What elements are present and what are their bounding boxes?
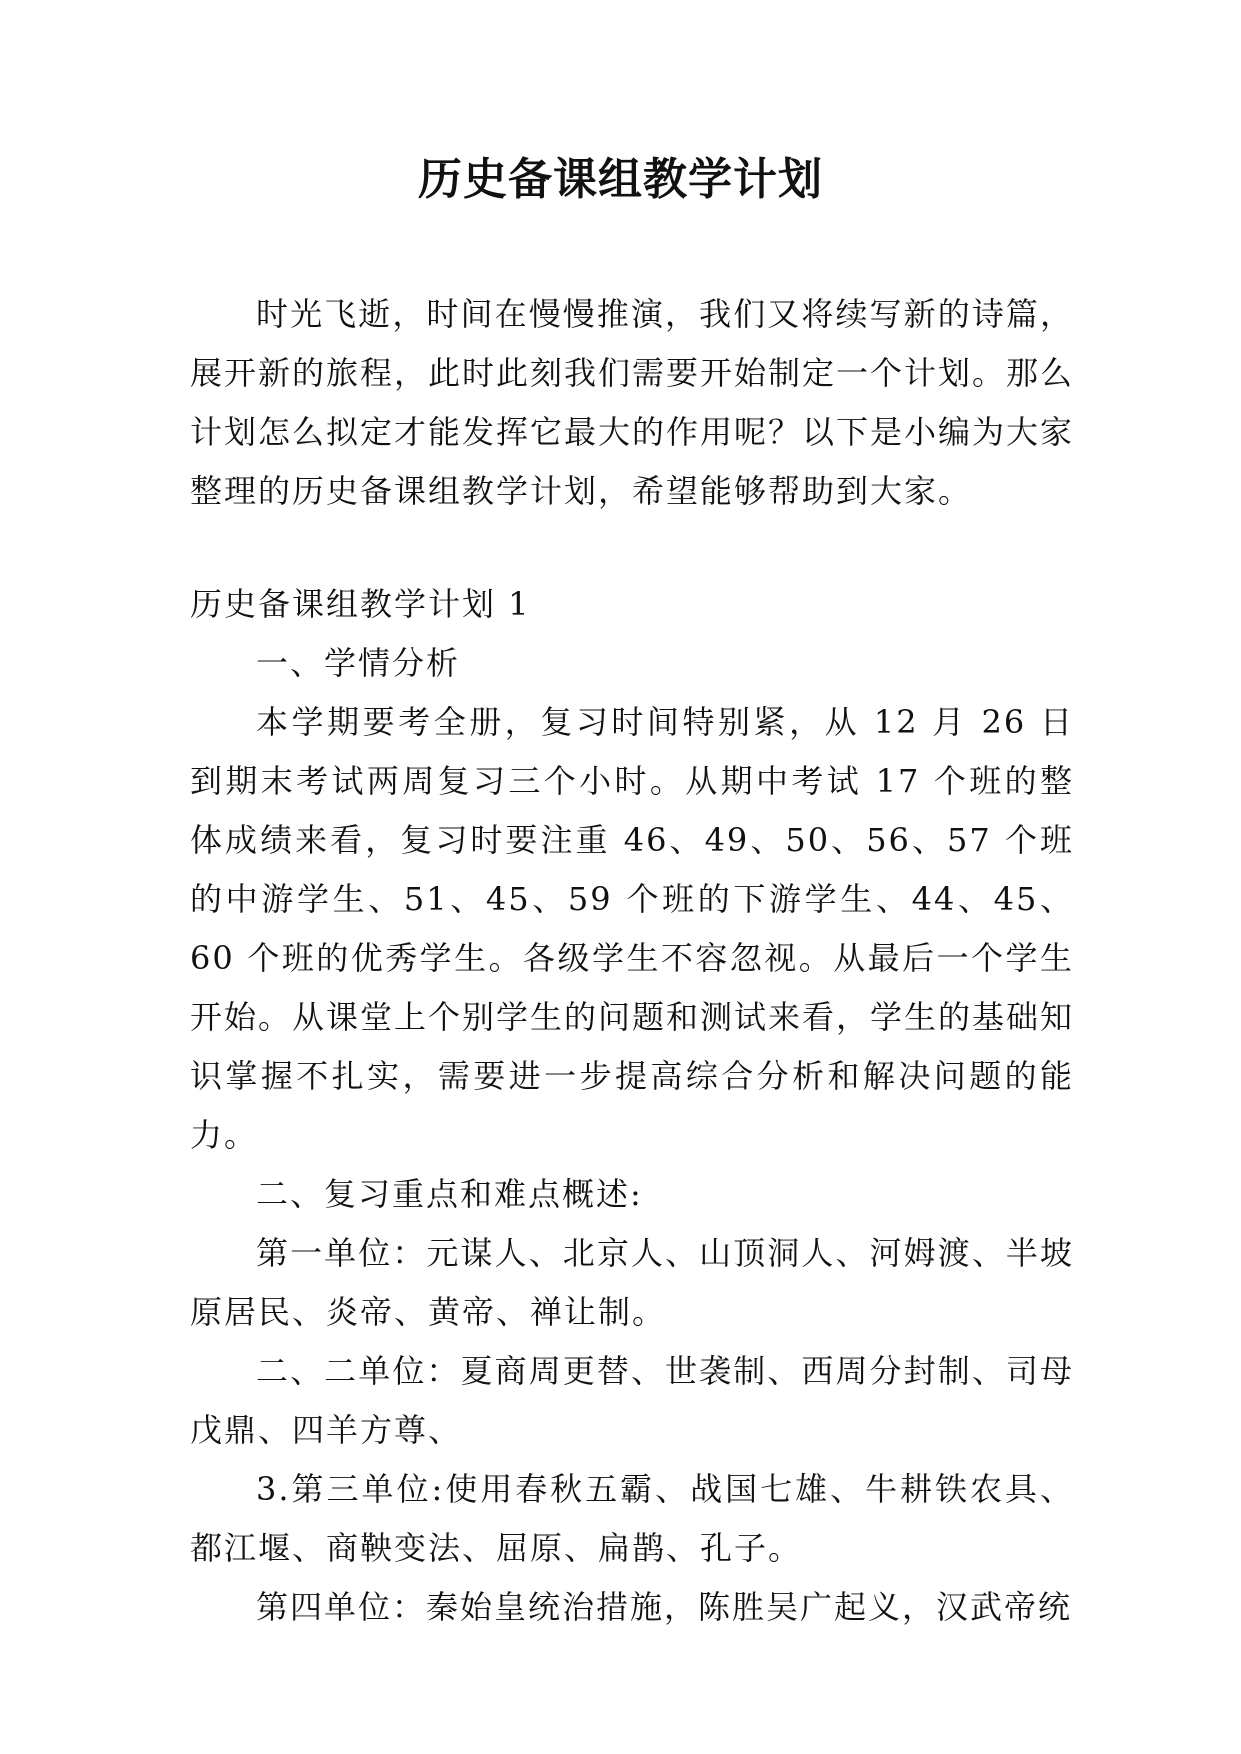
paragraph-unit-3: 3.第三单位:使用春秋五霸、战国七雄、牛耕铁农具、都江堰、商鞅变法、屈原、扁鹊、孔子。	[190, 1470, 1074, 1567]
intro-paragraph: 时光飞逝，时间在慢慢推演，我们又将续写新的诗篇，展开新的旅程，此时此刻我们需要开始制定一个计划。那么计划怎么拟定才能发挥它最大的作用呢？以下是小编为大家整理的历史备课组教学计划，希望能够帮助到大家。	[190, 295, 1075, 510]
main-content	[190, 575, 1074, 1637]
paragraph-unit-4: 第四单位：秦始皇统治措施，陈胜吴广起义，汉武帝统	[256, 1588, 1073, 1626]
paragraph-unit-2: 二、二单位：夏商周更替、世袭制、西周分封制、司母戊鼎、四羊方尊、	[190, 1352, 1074, 1449]
paragraph-review-heading: 二、复习重点和难点概述:	[256, 1175, 643, 1213]
paragraph-analysis: 本学期要考全册，复习时间特别紧，从 12 月 26 日到期末考试两周复习三个小时。从期中考试 17 个班的整体成绩来看，复习时要注重 46、49、50、56、57 个班的中游学生、51、45、59 个班的下游学生、44、45、60 个班的优秀学生。各级学生不容忽视。从最后一个学生开始。从课堂上个别学生的问题和测试来看，学生的基础知识掌握不扎实，需要进一步提高综合分析和解决问题的能力。	[190, 703, 1075, 1154]
page-title: 历史备课组教学计划	[418, 154, 823, 205]
intro-block	[190, 285, 1074, 521]
section-title: 历史备课组教学计划 1	[190, 585, 531, 623]
paragraph-unit-1: 第一单位：元谋人、北京人、山顶洞人、河姆渡、半坡原居民、炎帝、黄帝、禅让制。	[190, 1234, 1074, 1331]
paragraph-analysis-heading: 一、学情分析	[256, 644, 461, 682]
